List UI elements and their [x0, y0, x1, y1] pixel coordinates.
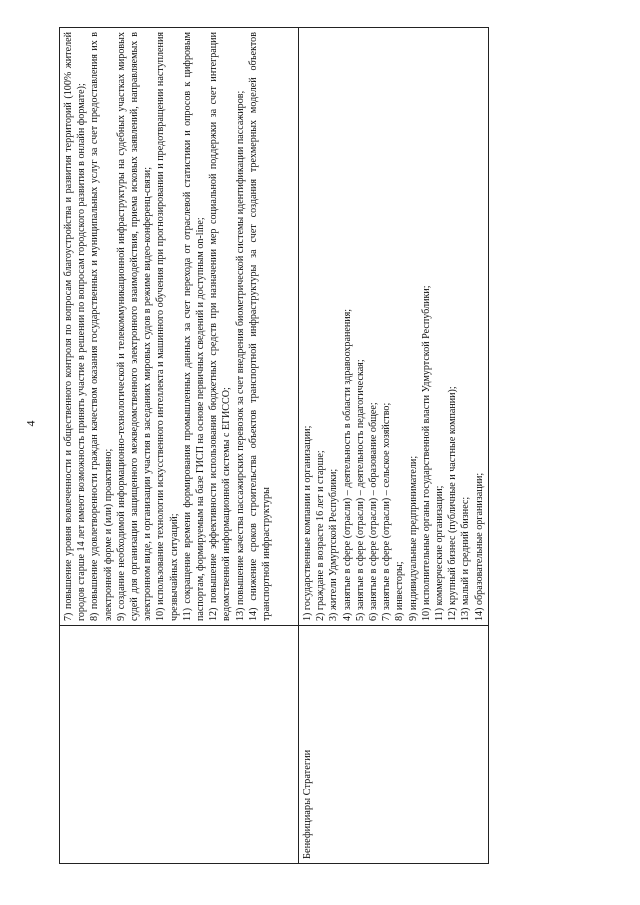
- rotated-table-frame: [59, 28, 485, 864]
- list-item: 4) занятые в сфере (отрасли) – деятельность в области здравоохранения;: [341, 308, 353, 621]
- list-item: 14) образовательные организации;: [473, 472, 485, 621]
- list-item: 13) малый и средний бизнес;: [460, 496, 472, 621]
- list-item: 11) коммерческие организации;: [434, 485, 446, 621]
- table-row-beneficiaries: [299, 28, 489, 864]
- list-item: 1) государственные компании и организации;: [302, 425, 313, 621]
- beneficiaries-content-cell: [299, 28, 489, 626]
- list-item: 9) индивидуальные предприниматели;: [407, 455, 419, 621]
- list-item: 8) повышение удовлетворенности граждан качеством оказания государственных и муниципальных услуг за счет предоставления их в электронной форме и (или) проактивно;: [89, 32, 114, 621]
- beneficiaries-label: Бенефициары Стратегии: [302, 749, 313, 859]
- list-item: 8) инвесторы;: [394, 561, 406, 621]
- list-item: 7) занятые в сфере (отрасли) – сельское хозяйство;: [381, 402, 393, 621]
- goals-label-cell: [60, 626, 299, 864]
- list-item: 11) сокращение времени формирования промышленных данных за счет перехода от отраслевой статистики и опросов к цифровым паспортам, формируемым на базе ГИСП на основе первичных сведений и доступным on-line;: [181, 32, 207, 621]
- page-number: 4: [23, 420, 38, 427]
- list-item: 3) жители Удмуртской Республики;: [328, 468, 340, 621]
- list-item: 2) граждане в возрасте 16 лет и старше;: [315, 450, 327, 621]
- list-item: 10) исполнительные органы государственной власти Удмуртской Республики;: [420, 285, 432, 621]
- list-item: 14) снижение сроков строительства объектов транспортной инфраструктуры за счет создания трехмерных моделей объектов транспортной инфраструктуры: [247, 32, 273, 621]
- list-item: 5) занятые в сфере (отрасли) – деятельность педагогическая;: [354, 359, 366, 621]
- list-item: 12) повышение эффективности использования бюджетных средств при назначении мер социальной поддержки за счет интеграции ведомственной информационной системы с ЕГИССО;: [208, 32, 233, 621]
- list-item: 6) занятые в сфере (отрасли) – образование общее;: [368, 402, 380, 621]
- list-item: 9) создание необходимой информационно-технологической и телекоммуникационной инфраструктуры на судебных участках мировых судей для организации защищенного межведомственного электронного взаимодействия, приема исковых заявлений, направляемых в электронном виде, и организации участия в заседаниях мировых судов в режиме видео-конференц-связи;: [115, 32, 154, 621]
- table-row-goals: [60, 28, 299, 864]
- list-item: 13) повышение качества пассажирских перевозок за счет внедрения биометрической системы идентификации пассажиров;: [234, 90, 246, 621]
- goals-content-cell: [60, 28, 299, 626]
- goals-list: [60, 28, 275, 625]
- list-item: 10) использование технологии искусственного интеллекта и машинного обучения при прогнозировании и предотвращении наступления чрезвычайных ситуаций;: [155, 32, 180, 621]
- strategy-table: [59, 27, 489, 864]
- beneficiaries-list: [299, 28, 488, 625]
- list-item: 7) повышение уровня вовлеченности и общественного контроля по вопросам благоустройства и развития территорий (100% жителей городов старше 14 лет имеют возможность принять участие в решении по вопросам городского развития в онлайн формате);: [63, 32, 88, 621]
- beneficiaries-label-cell: [299, 626, 489, 864]
- list-item: 12) крупный бизнес (публичные и частные компании);: [447, 386, 459, 621]
